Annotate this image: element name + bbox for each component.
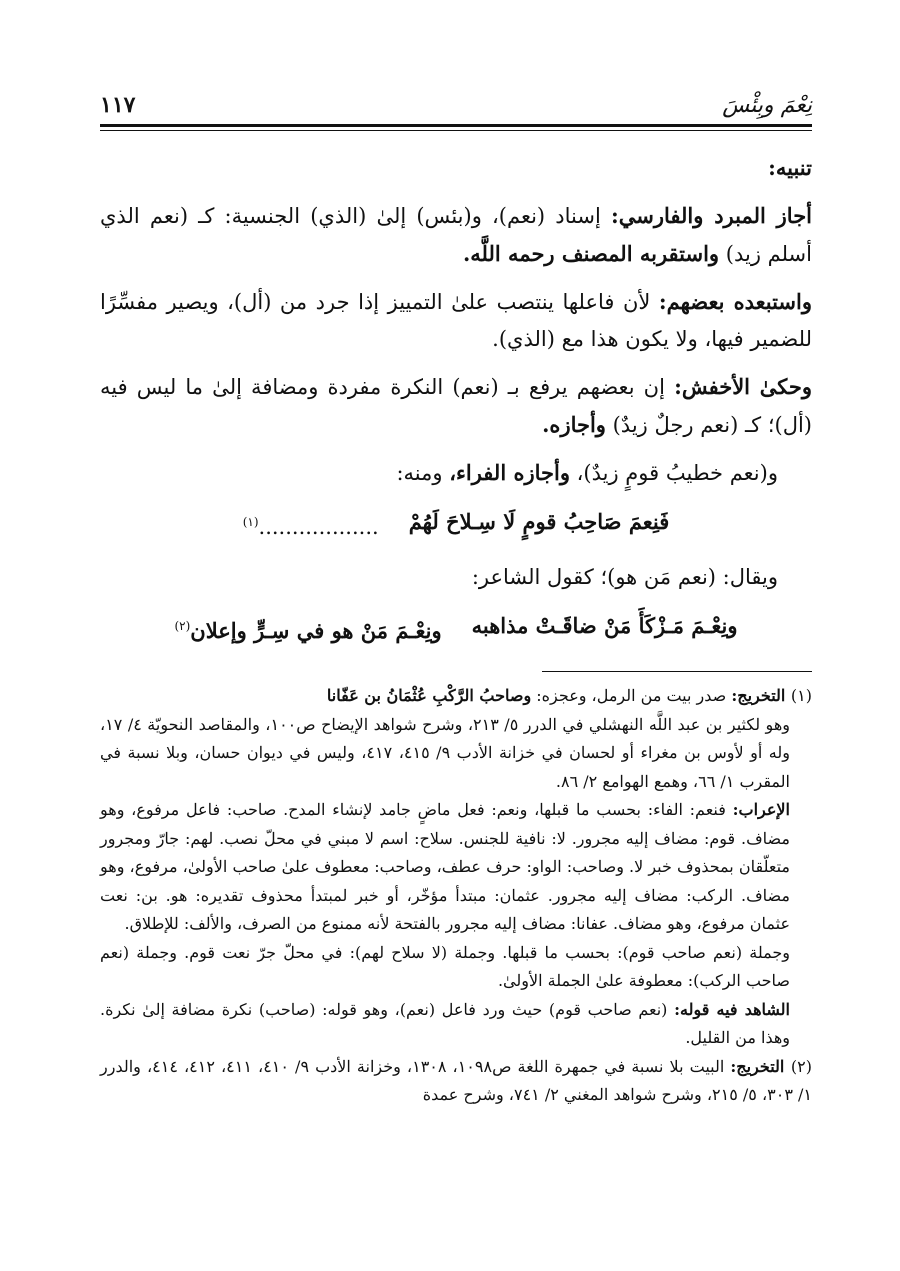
verse-2 [100,606,812,651]
p3-text: إن بعضهم يرفع بـ (نعم) النكرة مفردة ومضافة إلىٰ ما ليس فيه (أل)؛ كـ (نعم رجلٌ زيدٌ) [100,375,812,437]
p2-bold: واستبعده بعضهم: [658,289,812,314]
verse-2-second-text: ونِعْـمَ مَنْ هو في سِـرٍّ وإعلان [190,618,442,643]
irab-label: الإعراب: [732,800,790,819]
footnote-ref-1[interactable]: (١) [242,515,259,529]
footnote-separator [542,671,812,672]
p1-bold2: واستقربه المصنف رحمه اللَّه. [462,241,720,266]
footnote-1-text: صدر بيت من الرمل، وعجزه: [531,686,732,705]
footnote-1-shahid [100,996,812,1053]
footnote-1-jumla: وجملة (نعم صاحب قوم): بحسب ما قبلها. وجملة (لا سلاح لهم): في محلّ جرّ نعت قوم. وجملة (نعم صاحب الركب): معطوفة علىٰ الجملة الأولىٰ. [100,942,790,990]
page-number: ١١٧ [100,92,136,118]
p1-bold: أجاز المبرد والفارسي: [611,203,813,228]
footnote-2-label: التخريج: [730,1056,791,1076]
p1-text: إسناد (نعم)، و(بئس) إلىٰ (الذي) الجنسية: كـ (نعم الذي أسلم زيد) [100,204,812,266]
p4-text: و(نعم خطيبُ قومٍ زيدٌ)، [569,461,778,485]
paragraph-2 [100,283,812,358]
paragraph-5 [100,559,812,596]
p3-bold: وحكىٰ الأخفش: [674,374,812,399]
header-rule [100,124,812,131]
footnote-1-label: التخريج: [731,686,791,705]
verse-1-dots: .................. [258,515,379,539]
book-page [100,78,812,1110]
footnote-ref-2[interactable]: (٢) [174,619,191,633]
verse-1 [100,502,812,547]
footnote-1-hemistich: وصاحبُ الرَّكْبِ عُثْمَانُ بن عَفّانا [326,686,532,705]
running-header [100,78,812,118]
p2-text: لأن فاعلها ينتصب علىٰ التمييز إذا جرد من (أل)، ويصير مفسِّرًا للضمير فيها، ولا يكون هذا مع (الذي). [100,290,812,351]
p4-text2: ومنه: [396,461,450,485]
verse-2-second-hemistich [174,606,441,651]
verse-2-first-hemistich: ونِعْـمَ مَـزْكَأَ مَنْ ضاقَـتْ مذاهبه [471,613,738,638]
footnote-1-irab [100,796,812,939]
paragraph-3 [100,368,812,444]
note-heading [100,149,812,187]
shahid-label: الشاهد فيه قوله: [674,999,790,1019]
paragraph-1 [100,197,812,273]
verse-1-first-hemistich: فَنِعمَ صَاحِبُ قومٍ لَا سِـلاحَ لَهُمْ [408,509,670,534]
verse-1-second-hemistich [243,502,379,547]
shahid-text: (نعم صاحب قوم) حيث ورد فاعل (نعم)، وهو قوله: (صاحب) نكرة مضافة إلىٰ نكرة. وهذا من القليل. [100,999,790,1047]
footnote-2 [100,1053,812,1110]
footnote-1-sources: وهو لكثير بن عبد اللَّه النهشلي في الدرر ٥/ ٢١٣، وشرح شواهد الإيضاح ص١٠٠، والمقاصد النحويّة ٤/ ١٧، وله أو لأوس بن مغراء أو لحسان في خزانة الأدب ٩/ ٤١٥، ٤١٧، وليس في ديوان حسان، وبلا نسبة في المقرب ١/ ٦٦، وهمع الهوامع ٢/ ٨٦. [100,714,790,791]
main-text [100,149,812,651]
p3-bold2: وأجازه. [542,412,606,437]
footnote-2-number: (٢) [790,1056,812,1076]
paragraph-4 [100,454,812,492]
footnotes [100,682,812,1110]
footnote-1-number: (١) [790,686,812,705]
p5-text: ويقال: (نعم مَن هو)؛ كقول الشاعر: [471,565,778,589]
irab-text: فنعم: الفاء: بحسب ما قبلها، ونعم: فعل ماضٍ جامد لإنشاء المدح. صاحب: فاعل مرفوع، وهو مضاف. قوم: مضاف إليه مجرور. لا: نافية للجنس. سلاح: اسم لا مبني في محلّ نصب. لهم: جارّ ومجرور متعلّقان بمحذوف خبر لا. وصاحب: الواو: حرف عطف، وصاحب: معطوف علىٰ صاحب الأولىٰ، مرفوع، وهو مضاف. الركب: مضاف إليه مجرور. عثمان: مبتدأ مؤخّر، أو خبر لمبتدأ محذوف تقديره: هو. بن: نعت عثمان مرفوع، وهو مضاف. عفانا: مضاف إليه مجرور بالفتحة لأنه ممنوع من الصرف، والألف: للإطلاق. [100,800,790,933]
heading-text: تنبيه: [768,155,812,180]
footnote-2-text: البيت بلا نسبة في جمهرة اللغة ص١٠٩٨، ١٣٠٨، وخزانة الأدب ٩/ ٤١٠، ٤١١، ٤١٢، ٤١٤، والدرر ١/ ٣٠٣، ٥/ ٢١٥، وشرح شواهد المغني ٢/ ٧٤١، وشرح عمدة [100,1056,812,1104]
p4-bold: وأجازه الفراء، [449,460,570,485]
chapter-title: نِعْمَ وبِئْسَ [722,93,812,118]
footnote-1 [100,682,812,711]
